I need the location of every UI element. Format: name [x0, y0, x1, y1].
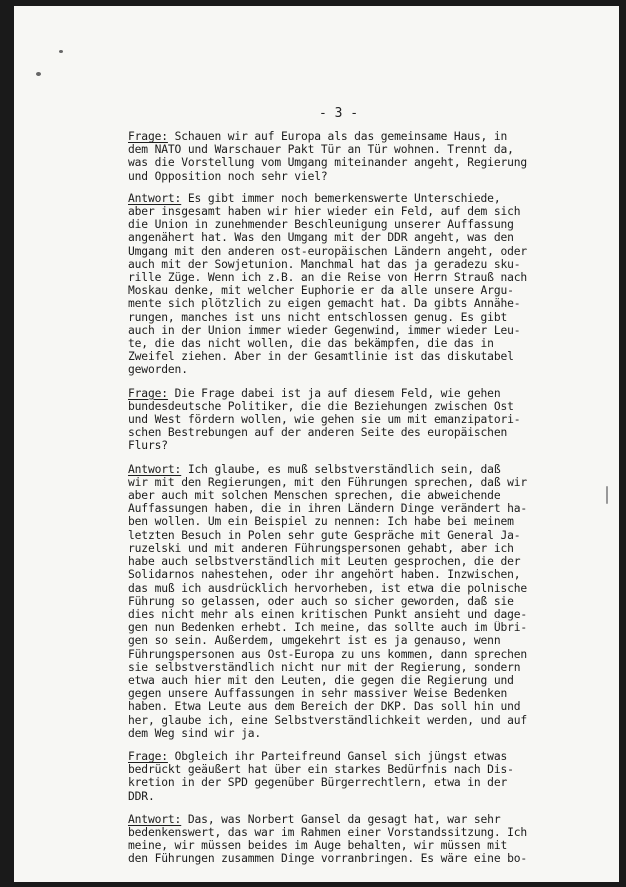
text-line	[128, 463, 580, 476]
text-line	[128, 529, 580, 542]
text-line	[128, 700, 580, 713]
text-line	[128, 170, 580, 183]
text-line	[128, 143, 580, 156]
text-line	[128, 568, 580, 581]
line-text: gen so sein. Außerdem, umgekehrt ist es ja genauso, wenn	[128, 634, 501, 648]
line-text: Solidarnos nahestehen, oder ihr angehört haben. Inzwischen,	[128, 568, 521, 582]
line-text: mente sich plötzlich zu eigen gemacht hat. Da gibts Annähe-	[128, 297, 521, 311]
text-line	[128, 426, 580, 439]
line-text: Moskau denke, mit welcher Euphorie er da alle unsere Argu-	[128, 284, 514, 298]
line-text: den Führungen zusammen Dinge vorranbringen. Es wäre eine bo-	[128, 852, 528, 866]
text-line	[128, 763, 580, 776]
scan-speck	[606, 486, 608, 504]
text-line	[128, 714, 580, 727]
line-text: auch mit der Sowjetunion. Manchmal hat das ja geradezu sku-	[128, 257, 521, 271]
text-line	[128, 790, 580, 803]
text-line	[128, 400, 580, 413]
line-text: habe auch selbstverständlich mit Leuten gesprochen, die der	[128, 555, 521, 569]
text-line	[128, 826, 580, 839]
line-text: etwa auch hier mit den Leuten, die gegen die Regierung und	[128, 673, 514, 687]
line-text: dem NATO und Warschauer Pakt Tür an Tür wohnen. Trennt da,	[128, 143, 514, 157]
speaker-label: Frage:	[128, 749, 168, 763]
line-text: und West fördern wollen, wie gehen sie um mit emanzipatori-	[128, 413, 521, 427]
line-text: Das, was Norbert Gansel da gesagt hat, war sehr	[181, 812, 501, 826]
line-text: ruzelski und mit anderen Führungspersonen gehabt, aber ich	[128, 541, 514, 555]
text-line	[128, 661, 580, 674]
line-text: letzten Besuch in Polen sehr gute Gespräche mit General Ja-	[128, 528, 521, 542]
text-line	[128, 634, 580, 647]
line-text: Ich glaube, es muß selbstverständlich sein, daß	[181, 462, 501, 476]
line-text: was die Vorstellung vom Umgang miteinander angeht, Regierung	[128, 156, 528, 170]
text-line	[128, 555, 580, 568]
text-line	[128, 648, 580, 661]
text-line	[128, 687, 580, 700]
scan-speck	[59, 50, 63, 53]
line-text: Obgleich ihr Parteifreund Gansel sich jüngst etwas	[167, 749, 508, 763]
text-line	[128, 363, 580, 376]
line-text: haben. Etwa Leute aus dem Bereich der DKP. Das soll hin und	[128, 700, 521, 714]
line-text: aber auch mit solchen Menschen sprechen, die abweichende	[128, 489, 501, 503]
line-text: Flurs?	[128, 439, 168, 453]
line-text: auch in der Union immer wieder Gegenwind, immer wieder Leu-	[128, 323, 521, 337]
text-line	[128, 324, 580, 337]
line-text: Umgang mit den anderen ost-europäischen Ländern angeht, oder	[128, 244, 528, 258]
text-line	[128, 130, 580, 143]
text-line	[128, 218, 580, 231]
text-line	[128, 387, 580, 400]
line-text: Es gibt immer noch bemerkenswerte Unterschiede,	[181, 191, 501, 205]
line-text: Die Frage dabei ist ja auf diesem Feld, wie gehen	[167, 386, 501, 400]
interview-paragraph	[128, 387, 580, 453]
line-text: gen nun Bedenken erhebt. Ich meine, das sollte auch im Übri-	[128, 621, 528, 635]
interview-paragraph	[128, 130, 580, 183]
interview-paragraph	[128, 750, 580, 803]
line-text: schen Bestrebungen auf der anderen Seite des europäischen	[128, 426, 508, 440]
speaker-label: Antwort:	[128, 812, 182, 826]
line-text: dem Weg sind wir ja.	[128, 726, 262, 740]
line-text: Führung so gelassen, oder auch so sicher geworden, daß sie	[128, 594, 514, 608]
text-line	[128, 489, 580, 502]
text-line	[128, 245, 580, 258]
line-text: gegen unsere Auffassungen in sehr massiver Weise Bedenken	[128, 687, 508, 701]
text-line	[128, 231, 580, 244]
speaker-label: Antwort:	[128, 462, 182, 476]
text-line	[128, 337, 580, 350]
line-text: angenähert hat. Was den Umgang mit der DDR angeht, was den	[128, 231, 514, 245]
text-line	[128, 608, 580, 621]
line-text: Führungspersonen aus Ost-Europa zu uns kommen, dann sprechen	[128, 647, 528, 661]
text-line	[128, 852, 580, 865]
line-text: sie selbstverständlich nicht nur mit der Regierung, sondern	[128, 660, 521, 674]
line-text: aber insgesamt haben wir hier wieder ein Feld, auf dem sich	[128, 205, 521, 219]
line-text: rungen, manches ist uns nicht entschlossen genug. Es gibt	[128, 310, 508, 324]
text-line	[128, 476, 580, 489]
text-line	[128, 192, 580, 205]
text-line	[128, 727, 580, 740]
text-line	[128, 582, 580, 595]
line-text: her, glaube ich, eine Selbstverständlichkeit werden, und auf	[128, 713, 528, 727]
interview-paragraph	[128, 813, 580, 866]
text-line	[128, 674, 580, 687]
text-line	[128, 515, 580, 528]
line-text: Schauen wir auf Europa als das gemeinsame Haus, in	[167, 130, 508, 143]
speaker-label: Antwort:	[128, 191, 182, 205]
text-line	[128, 542, 580, 555]
text-line	[128, 750, 580, 763]
line-text: bundesdeutsche Politiker, die die Beziehungen zwischen Ost	[128, 399, 514, 413]
line-text: Auffassungen haben, die in ihren Ländern Dinge verändert ha-	[128, 502, 528, 516]
text-line	[128, 839, 580, 852]
interview-paragraph	[128, 192, 580, 377]
interview-paragraph	[128, 463, 580, 740]
text-line	[128, 284, 580, 297]
scan-speck	[36, 72, 41, 76]
line-text: meine, wir müssen beides im Auge behalten, wir müssen mit	[128, 839, 508, 853]
speaker-label: Frage:	[128, 130, 168, 143]
text-line	[128, 258, 580, 271]
line-text: ben wollen. Um ein Beispiel zu nennen: Ich habe bei meinem	[128, 515, 514, 529]
document-body	[128, 130, 580, 876]
line-text: geworden.	[128, 363, 188, 377]
text-line	[128, 621, 580, 634]
speaker-label: Frage:	[128, 386, 168, 400]
text-line	[128, 413, 580, 426]
text-line	[128, 271, 580, 284]
line-text: wir mit den Regierungen, mit den Führungen sprechen, daß wir	[128, 475, 528, 489]
text-line	[128, 439, 580, 452]
text-line	[128, 595, 580, 608]
text-line	[128, 813, 580, 826]
line-text: bedrückt geäußert hat über ein starkes Bedürfnis nach Dis-	[128, 763, 514, 777]
line-text: die Union in zunehmender Beschleunigung unserer Auffassung	[128, 218, 514, 232]
line-text: kretion in der SPD gegenüber Bürgerrechtlern, etwa in der	[128, 776, 508, 790]
text-line	[128, 297, 580, 310]
line-text: Zweifel ziehen. Aber in der Gesamtlinie ist das diskutabel	[128, 350, 514, 364]
text-line	[128, 776, 580, 789]
text-line	[128, 205, 580, 218]
text-line	[128, 311, 580, 324]
line-text: dies nicht mehr als einen kritischen Punkt ansieht und dage-	[128, 607, 528, 621]
line-text: das muß ich ausdrücklich hervorheben, ist etwa die polnische	[128, 581, 528, 595]
line-text: rille Züge. Wenn ich z.B. an die Reise von Herrn Strauß nach	[128, 271, 528, 285]
page-number: - 3 -	[319, 106, 359, 121]
line-text: te, die das nicht wollen, die das bekämpfen, die das in	[128, 337, 494, 351]
line-text: bedenkenswert, das war im Rahmen einer Vorstandssitzung. Ich	[128, 825, 528, 839]
text-line	[128, 502, 580, 515]
text-line	[128, 350, 580, 363]
line-text: und Opposition noch sehr viel?	[128, 169, 328, 183]
text-line	[128, 156, 580, 169]
document-page	[14, 6, 619, 882]
line-text: DDR.	[128, 789, 155, 803]
